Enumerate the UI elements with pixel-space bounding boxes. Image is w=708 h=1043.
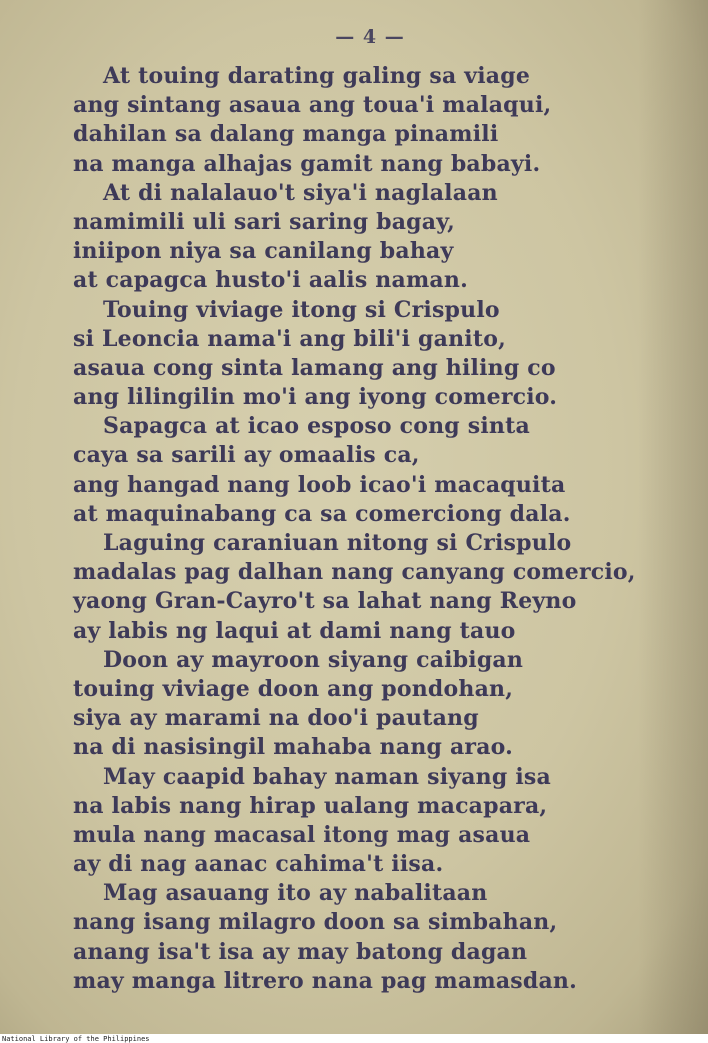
stanza (73, 879, 673, 996)
verse-line: dahilan sa dalang manga pinamili (73, 121, 499, 148)
stanza (73, 646, 673, 763)
verse-line: na di nasisingil mahaba nang arao. (73, 734, 514, 761)
verse-line: na manga alhajas gamit nang babayi. (73, 150, 541, 177)
verse-line: touing viviage doon ang pondohan, (73, 675, 514, 702)
verse-line: madalas pag dalhan nang canyang comercio, (73, 559, 636, 586)
verse-line: iniipon niya sa canilang bahay (73, 238, 454, 265)
stanza (73, 62, 673, 179)
verse-line: at maquinabang ca sa comerciong dala. (73, 500, 571, 527)
verse-line: anang isa't isa ay may batong dagan (73, 938, 528, 965)
verse-line: Sapagca at icao esposo cong sinta (103, 413, 530, 440)
verse-line: nang isang milagro doon sa simbahan, (73, 909, 558, 936)
verse-line: May caapid bahay naman siyang isa (103, 763, 551, 790)
verse-line: Touing viviage itong si Crispulo (103, 296, 500, 323)
stanza (73, 412, 673, 529)
verse-line: si Leoncia nama'i ang bili'i ganito, (73, 325, 506, 352)
verse-line: na labis nang hirap ualang macapara, (73, 792, 548, 819)
verse-line: at capagca husto'i aalis naman. (73, 267, 468, 294)
verse-line: At di nalalauo't siya'i naglalaan (103, 179, 498, 206)
verse-line: Mag asauang ito ay nabalitaan (103, 880, 488, 907)
verse-line: Laguing caraniuan nitong si Crispulo (103, 530, 572, 556)
verse-line: caya sa sarili ay omaalis ca, (73, 442, 420, 469)
verse-line: may manga litrero nana pag mamasdan. (73, 967, 577, 994)
library-credit: National Library of the Philippines (2, 1035, 150, 1043)
verse-line: namimili uli sari saring bagay, (73, 208, 455, 235)
verse-line: yaong Gran-Cayro't sa lahat nang Reyno (73, 588, 577, 615)
verse-line: asaua cong sinta lamang ang hiling co (73, 354, 556, 381)
stanza (73, 296, 673, 413)
verse-line: ang lilingilin mo'i ang iyong comercio. (73, 384, 558, 411)
verse-line: mula nang macasal itong mag asaua (73, 821, 531, 848)
verse-line: Doon ay mayroon siyang caibigan (103, 646, 524, 673)
verse-line: At touing darating galing sa viage (103, 63, 531, 89)
poem-body (73, 62, 673, 996)
verse-line: siya ay marami na doo'i pautang (73, 705, 479, 732)
verse-line: ang sintang asaua ang toua'i malaqui, (73, 92, 552, 119)
page-number: — 4 — (335, 26, 405, 48)
stanza (73, 763, 673, 880)
verse-line: ay di nag aanac cahima't iisa. (73, 851, 444, 878)
verse-line: ay labis ng laqui at dami nang tauo (73, 617, 516, 644)
verse-line: ang hangad nang loob icao'i macaquita (73, 471, 566, 498)
stanza (73, 179, 673, 296)
stanza (73, 529, 673, 646)
